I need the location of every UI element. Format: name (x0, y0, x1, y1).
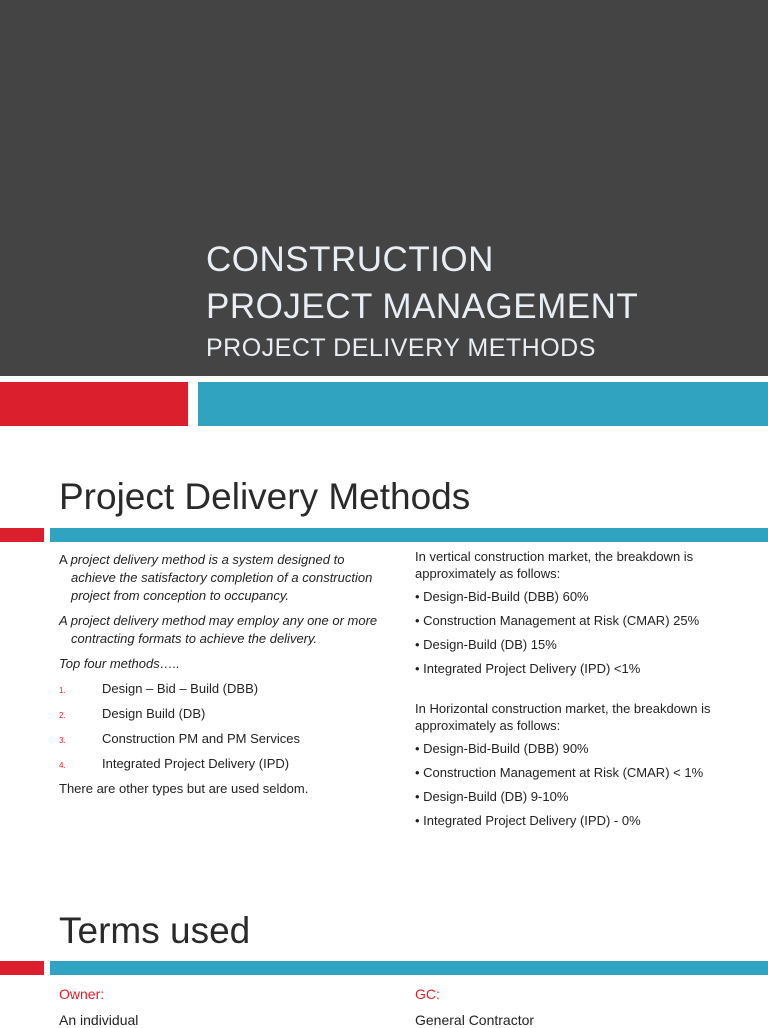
definition-text: project delivery method is a system designed to achieve the satisfactory completion of a construction project from conception to occupancy. (70, 552, 373, 603)
gc-value: General Contractor (415, 1012, 535, 1028)
list-item: • Construction Management at Risk (CMAR) 25% (415, 613, 700, 628)
owner-label: Owner: (59, 986, 105, 1002)
list-label: Design Build (DB) (102, 706, 206, 721)
content-heading: Project Delivery Methods (59, 476, 471, 517)
list-item: • Integrated Project Delivery (IPD) - 0% (415, 813, 641, 828)
list-item (59, 680, 379, 698)
list-item: • Design-Bid-Build (DBB) 90% (415, 741, 589, 756)
list-number: 2. (59, 711, 66, 720)
list-item: • Integrated Project Delivery (IPD) <1% (415, 661, 641, 676)
list-item: • Design-Build (DB) 15% (415, 637, 557, 652)
list-item (59, 730, 379, 748)
top-four-label: Top four methods….. (59, 656, 180, 671)
list-number: 3. (59, 736, 66, 745)
slide-subtitle: PROJECT DELIVERY METHODS (206, 334, 596, 362)
terms-slide (0, 880, 768, 1028)
left-column (59, 551, 379, 805)
list-item (59, 755, 379, 773)
vertical-intro: In vertical construction market, the breakdown is approximately as follows: (415, 549, 694, 581)
blue-accent-bar (198, 382, 768, 426)
terms-heading: Terms used (59, 910, 251, 951)
red-accent-bar (0, 382, 188, 426)
closing-note: There are other types but are used seldom. (59, 781, 309, 796)
list-number: 1. (59, 686, 66, 695)
list-label: Integrated Project Delivery (IPD) (102, 756, 290, 771)
list-label: Design – Bid – Build (DBB) (102, 681, 259, 696)
list-number: 4. (59, 761, 66, 770)
title-line-1: CONSTRUCTION (206, 240, 494, 279)
list-item: • Construction Management at Risk (CMAR) < 1% (415, 765, 704, 780)
list-label: Construction PM and PM Services (102, 731, 300, 746)
horizontal-intro: In Horizontal construction market, the breakdown is approximately as follows: (415, 701, 711, 733)
right-column (415, 548, 745, 836)
heading-red-rule (0, 528, 44, 542)
list-item: • Design-Bid-Build (DBB) 60% (415, 589, 589, 604)
heading-blue-rule (50, 528, 768, 542)
title-slide (0, 0, 768, 440)
title-line-2: PROJECT MANAGEMENT (206, 287, 639, 326)
slide-title (206, 236, 638, 330)
gc-label: GC: (415, 986, 440, 1002)
definition-paragraph (59, 551, 379, 605)
contracting-paragraph: A project delivery method may employ any one or more contracting formats to achieve the delivery. (59, 613, 378, 646)
list-item (59, 705, 379, 723)
methods-list (59, 680, 379, 773)
list-item: • Design-Build (DB) 9-10% (415, 789, 569, 804)
content-slide (0, 440, 768, 880)
owner-value: An individual (59, 1012, 139, 1028)
definition-prefix: A (59, 552, 71, 567)
terms-blue-rule (50, 961, 768, 975)
terms-red-rule (0, 961, 44, 975)
